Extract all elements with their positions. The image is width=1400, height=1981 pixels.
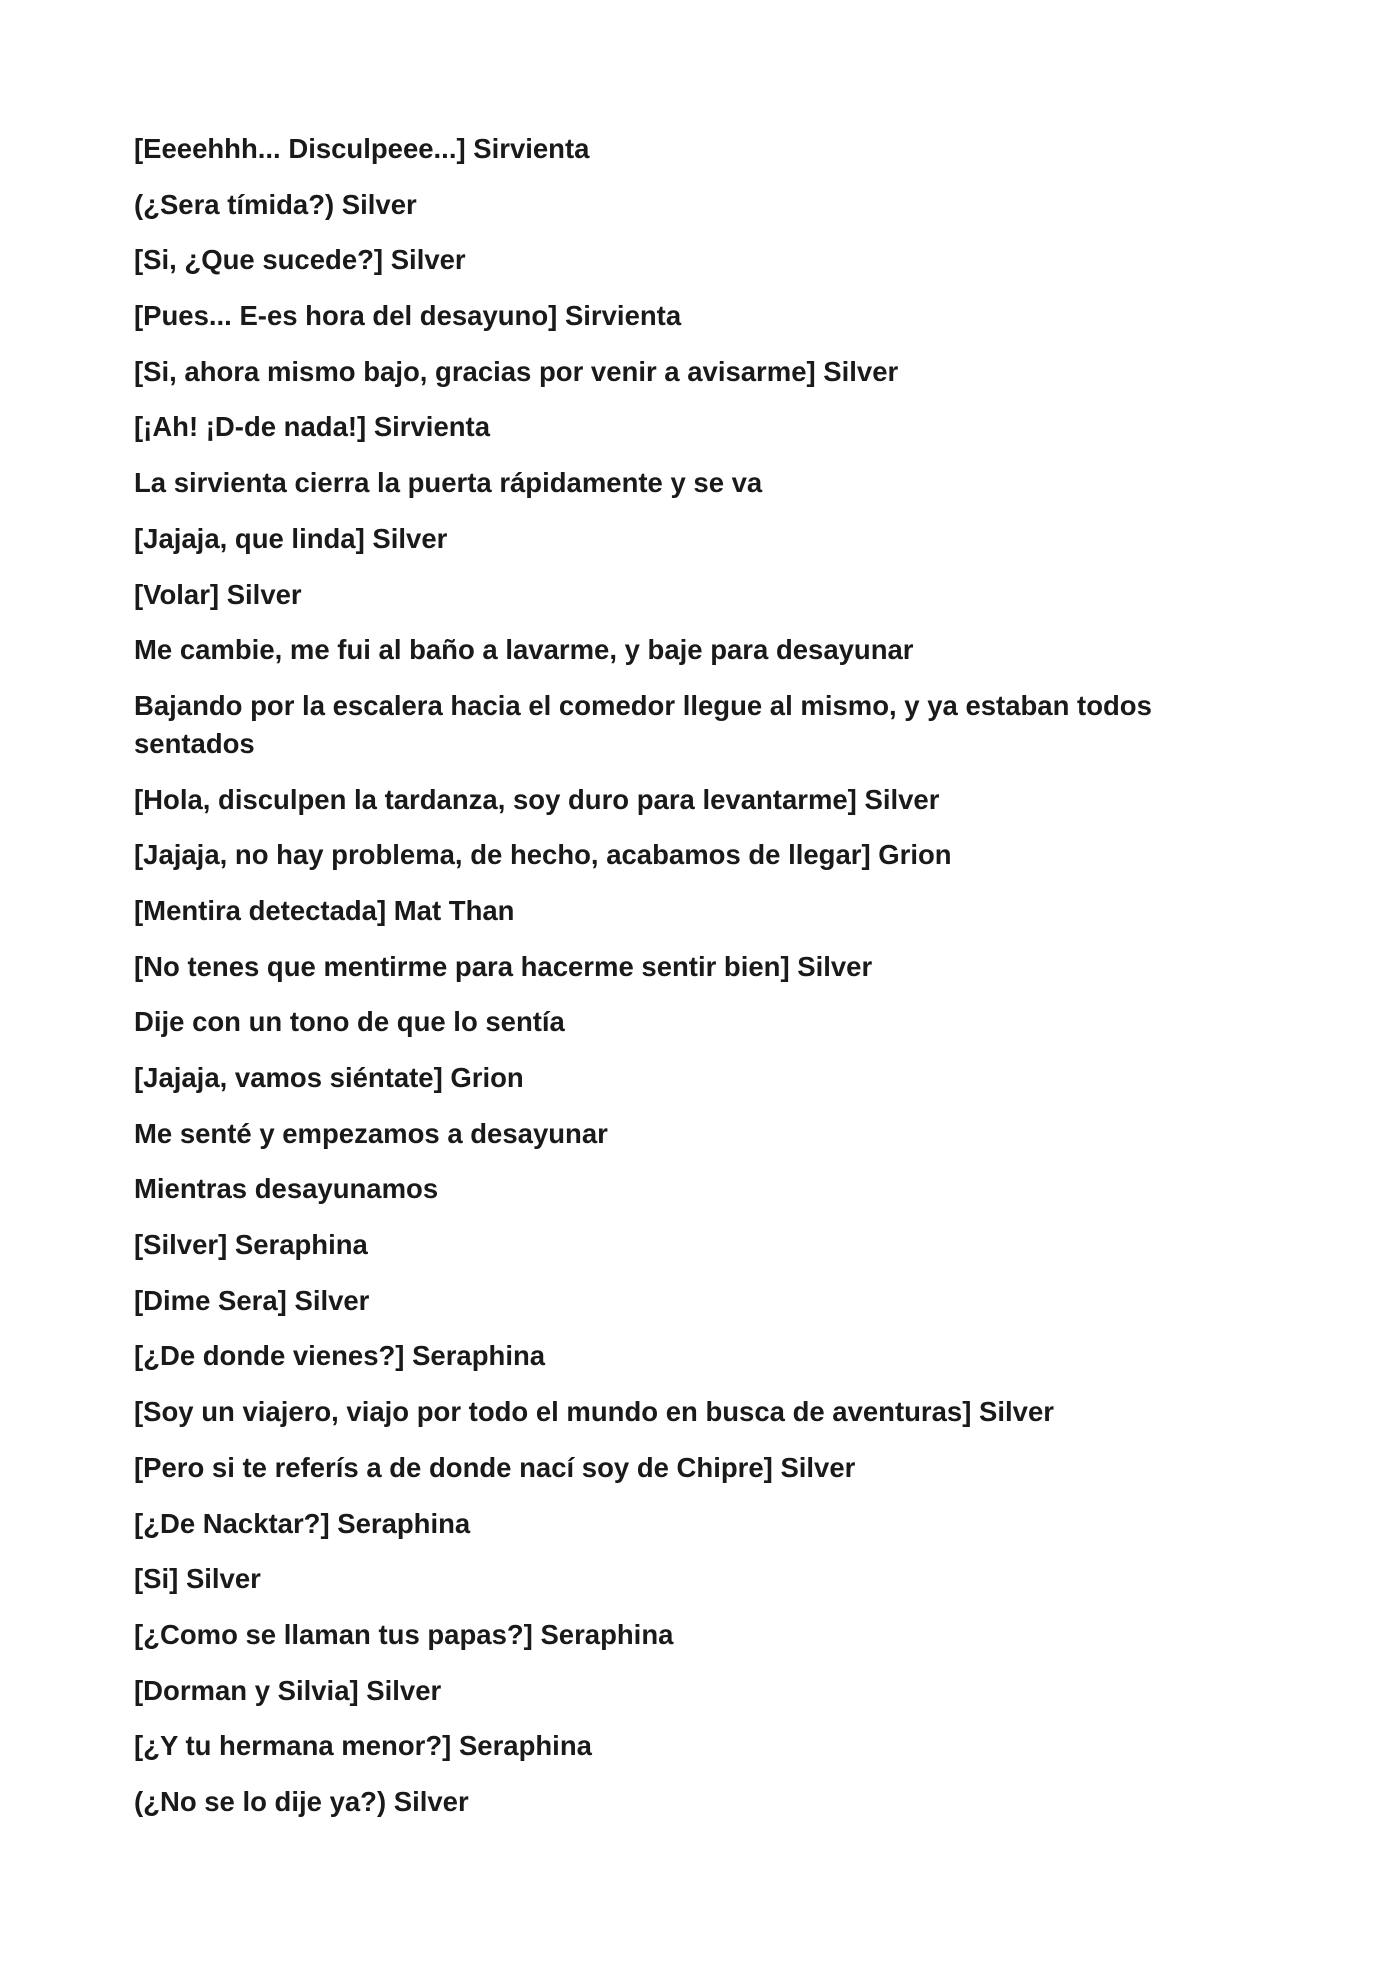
document-body — [134, 130, 1254, 1839]
dialogue-line: [Si, ahora mismo bajo, gracias por venir a avisarme] Silver — [134, 355, 899, 387]
dialogue-line: (¿No se lo dije ya?) Silver — [134, 1785, 469, 1817]
dialogue-line: [Hola, disculpen la tardanza, soy duro para levantarme] Silver — [134, 783, 940, 815]
dialogue-line: [¿De Nacktar?] Seraphina — [134, 1507, 471, 1539]
dialogue-line: [Soy un viajero, viajo por todo el mundo en busca de aventuras] Silver — [134, 1396, 1054, 1428]
dialogue-line: [No tenes que mentirme para hacerme sentir bien] Silver — [134, 950, 873, 982]
dialogue-line: [¿Y tu hermana menor?] Seraphina — [134, 1730, 592, 1762]
dialogue-line: [Jajaja, que linda] Silver — [134, 522, 448, 554]
narration-line: Mientras desayunamos — [134, 1173, 439, 1205]
dialogue-line: [Eeeehhh... Disculpeee...] Sirvienta — [134, 133, 590, 164]
dialogue-line: [Si, ¿Que sucede?] Silver — [134, 244, 466, 276]
dialogue-line: (¿Sera tímida?) Silver — [134, 188, 417, 220]
dialogue-line: [¡Ah! ¡D-de nada!] Sirvienta — [134, 411, 490, 443]
dialogue-line: [Mentira detectada] Mat Than — [134, 894, 515, 926]
dialogue-line: [Dorman y Silvia] Silver — [134, 1674, 442, 1706]
narration-line: Me cambie, me fui al baño a lavarme, y baje para desayunar — [134, 634, 914, 666]
dialogue-line: [Dime Sera] Silver — [134, 1284, 370, 1316]
dialogue-line: [Si] Silver — [134, 1563, 261, 1595]
dialogue-line: [Pues... E-es hora del desayuno] Sirvienta — [134, 300, 682, 332]
narration-line: Me senté y empezamos a desayunar — [134, 1117, 608, 1149]
narration-line: La sirvienta cierra la puerta rápidamente y se va — [134, 467, 763, 499]
dialogue-line: [Jajaja, vamos siéntate] Grion — [134, 1062, 524, 1093]
dialogue-line: [Silver] Seraphina — [134, 1229, 368, 1261]
dialogue-line: [¿Como se llaman tus papas?] Seraphina — [134, 1618, 674, 1650]
dialogue-line: [Jajaja, no hay problema, de hecho, acabamos de llegar] Grion — [134, 839, 952, 871]
narration-line: Bajando por la escalera hacia el comedor llegue al mismo, y ya estaban todos sentados — [134, 689, 1152, 759]
dialogue-line: [Pero si te referís a de donde nací soy de Chipre] Silver — [134, 1451, 856, 1483]
dialogue-line: [Volar] Silver — [134, 578, 302, 610]
dialogue-line: [¿De donde vienes?] Seraphina — [134, 1340, 546, 1372]
narration-line: Dije con un tono de que lo sentía — [134, 1006, 565, 1038]
